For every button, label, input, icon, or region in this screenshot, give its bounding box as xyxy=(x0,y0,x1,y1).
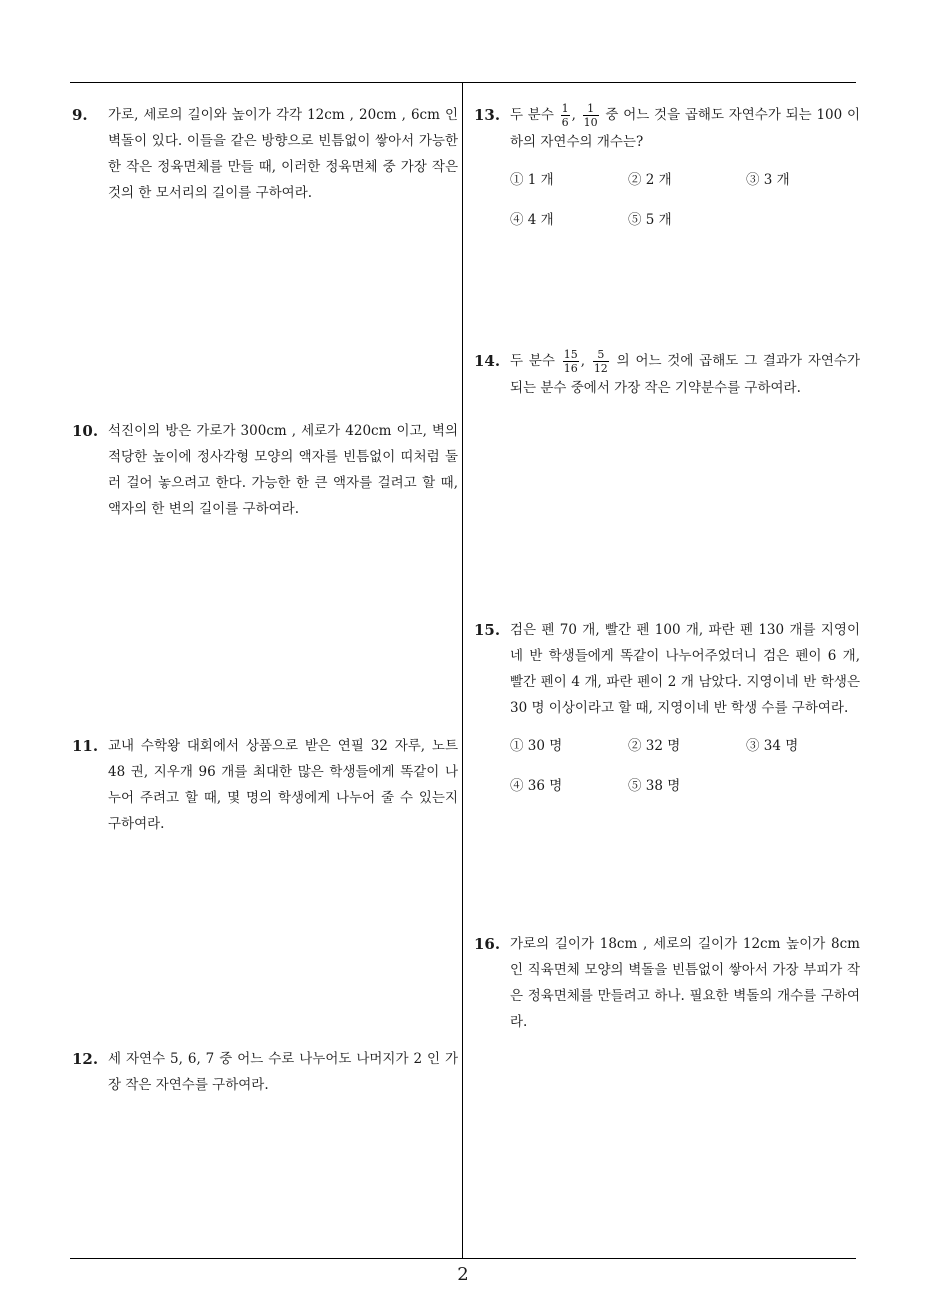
bottom-rule xyxy=(70,1258,856,1259)
problem-13 xyxy=(474,102,860,233)
choice-5[interactable]: ⑤ 5 개 xyxy=(628,212,672,228)
problem-text xyxy=(510,348,860,401)
text-before: 두 분수 xyxy=(510,353,555,369)
problem-14 xyxy=(474,348,860,401)
problem-text: 교내 수학왕 대회에서 상품으로 받은 연필 32 자루, 노트 48 권, 지우개 96 개를 최대한 많은 학생들에게 똑같이 나누어 주려고 할 때, 몇 명의 학생에게 나누어 줄 수 있는지 구하여라. xyxy=(108,738,458,832)
problem-text: 석진이의 방은 가로가 300cm , 세로가 420cm 이고, 벽의 적당한 높이에 정사각형 모양의 액자를 빈틈없이 띠처럼 둘러 걸어 놓으려고 한다. 가능한 한 큰 액자를 걸려고 할 때, 액자의 한 변의 길이를 구하여라. xyxy=(108,423,458,517)
text-before: 두 분수 xyxy=(510,107,554,123)
top-rule xyxy=(70,82,856,83)
problem-text: 검은 펜 70 개, 빨간 펜 100 개, 파란 펜 130 개를 지영이네 반 학생들에게 똑같이 나누어주었더니 검은 펜이 6 개, 빨간 펜이 4 개, 파란 펜이 2 개 남았다. 지영이네 반 학생은 30 명 이상이라고 할 때, 지영이네 반 학생 수를 구하여라. xyxy=(510,622,860,716)
problem-number: 11. xyxy=(72,737,99,755)
fraction-2 xyxy=(593,348,609,375)
fraction-separator: , xyxy=(580,353,586,369)
problem-number: 9. xyxy=(72,106,88,124)
choice-2[interactable]: ② 2 개 xyxy=(628,172,672,188)
problem-number: 16. xyxy=(474,935,501,953)
problem-number: 12. xyxy=(72,1050,99,1068)
choice-5[interactable]: ⑤ 38 명 xyxy=(628,778,681,794)
choice-4[interactable]: ④ 36 명 xyxy=(510,778,563,794)
choice-3[interactable]: ③ 34 명 xyxy=(746,738,799,754)
choice-1[interactable]: ① 30 명 xyxy=(510,738,563,754)
choice-list xyxy=(510,733,860,799)
choice-4[interactable]: ④ 4 개 xyxy=(510,212,554,228)
problem-number: 15. xyxy=(474,621,501,639)
page-number: 2 xyxy=(457,1264,469,1285)
problem-text: 가로의 길이가 18cm , 세로의 길이가 12cm 높이가 8cm 인 직육면체 모양의 벽돌을 빈틈없이 쌓아서 가장 부피가 작은 정육면체를 만들려고 하나. 필요한 벽돌의 개수를 구하여라. xyxy=(510,936,860,1030)
fraction-numerator: 1 xyxy=(561,102,569,115)
column-divider xyxy=(462,82,463,1258)
choice-list xyxy=(510,167,860,233)
problem-number: 13. xyxy=(474,106,501,124)
problem-12 xyxy=(72,1046,458,1098)
text-after: 의 어느 것에 곱해도 그 결과가 자연수가 되는 분수 중에서 가장 작은 기약분수를 구하여라. xyxy=(510,353,861,396)
fraction-denominator: 10 xyxy=(583,116,598,129)
problem-text: 가로, 세로의 길이와 높이가 각각 12cm , 20cm , 6cm 인 벽돌이 있다. 이들을 같은 방향으로 빈틈없이 쌓아서 가능한 한 작은 정육면체를 만들 때, 이러한 정육면체 중 가장 작은 것의 한 모서리의 길이를 구하여라. xyxy=(108,107,458,201)
problem-16 xyxy=(474,931,860,1035)
problem-number: 10. xyxy=(72,422,99,440)
fraction-denominator: 12 xyxy=(593,362,608,375)
problem-15 xyxy=(474,617,860,799)
fraction-numerator: 1 xyxy=(583,102,599,116)
choice-2[interactable]: ② 32 명 xyxy=(628,738,681,754)
fraction-numerator: 15 xyxy=(563,348,578,361)
problem-10 xyxy=(72,418,458,522)
fraction-1 xyxy=(561,102,570,129)
fraction-2 xyxy=(583,102,599,129)
fraction-numerator: 5 xyxy=(593,348,609,362)
text-after: 중 어느 것을 곱해도 자연수가 되는 100 이하의 자연수의 개수는? xyxy=(510,107,861,150)
problem-11 xyxy=(72,733,458,837)
fraction-denominator: 16 xyxy=(563,362,578,375)
fraction-1 xyxy=(563,348,579,375)
problem-9 xyxy=(72,102,458,206)
fraction-denominator: 6 xyxy=(561,116,569,129)
problem-text: 세 자연수 5, 6, 7 중 어느 수로 나누어도 나머지가 2 인 가장 작은 자연수를 구하여라. xyxy=(108,1051,458,1093)
problem-text xyxy=(510,102,860,155)
problem-number: 14. xyxy=(474,352,501,370)
choice-3[interactable]: ③ 3 개 xyxy=(746,172,790,188)
fraction-separator: , xyxy=(571,107,576,123)
choice-1[interactable]: ① 1 개 xyxy=(510,172,554,188)
